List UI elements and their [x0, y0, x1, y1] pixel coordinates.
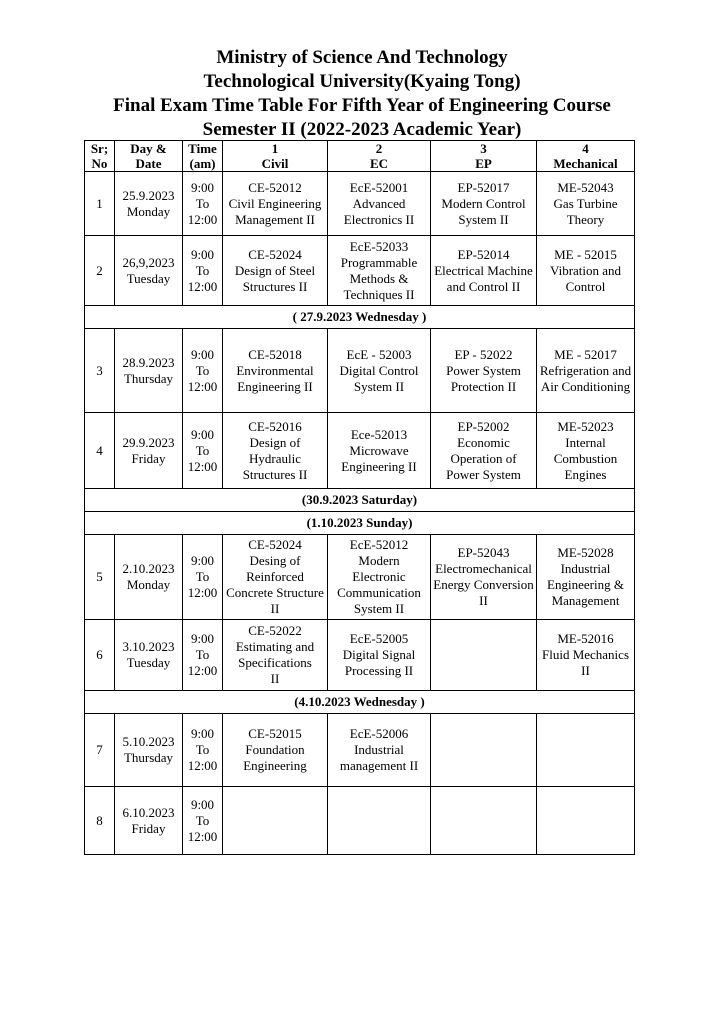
civil-subject-cell: CE-52012 Civil Engineering Management II [223, 172, 328, 236]
civil-subject-cell: CE-52016 Design of Hydraulic Structures II [223, 413, 328, 489]
sr-cell: 4 [85, 413, 115, 489]
date-cell: 5.10.2023 Thursday [115, 714, 183, 787]
table-row [85, 714, 635, 787]
holiday-row [85, 691, 635, 714]
holiday-row [85, 489, 635, 512]
ec-subject-cell: EcE-52006 Industrial management II [328, 714, 431, 787]
time-cell: 9:00 To 12:00 [183, 714, 223, 787]
date-cell: 2.10.2023 Monday [115, 535, 183, 620]
ep-subject-cell: EP - 52022 Power System Protection II [431, 329, 537, 413]
holiday-row [85, 306, 635, 329]
ec-subject-cell: EcE-52001 Advanced Electronics II [328, 172, 431, 236]
title-university: Technological University(Kyaing Tong) [203, 71, 521, 92]
table-row [85, 620, 635, 691]
table-row [85, 236, 635, 306]
time-cell: 9:00 To 12:00 [183, 413, 223, 489]
table-row [85, 787, 635, 855]
header-dept-mechanical: Mechanical [537, 156, 635, 172]
holiday-label: (4.10.2023 Wednesday ) [85, 691, 635, 714]
header-dept-number: 4 [537, 141, 635, 157]
ec-subject-cell [328, 787, 431, 855]
sr-cell: 3 [85, 329, 115, 413]
header-dept-number: 1 [223, 141, 328, 157]
header-day-date: Day & Date [115, 141, 183, 172]
ep-subject-cell [431, 714, 537, 787]
time-cell: 9:00 To 12:00 [183, 236, 223, 306]
ep-subject-cell [431, 787, 537, 855]
title-semester: Semester II (2022-2023 Academic Year) [202, 119, 522, 140]
time-cell: 9:00 To 12:00 [183, 329, 223, 413]
header-dept-ep: EP [431, 156, 537, 172]
sr-cell: 8 [85, 787, 115, 855]
time-cell: 9:00 To 12:00 [183, 787, 223, 855]
date-cell: 26,9,2023 Tuesday [115, 236, 183, 306]
sr-cell: 6 [85, 620, 115, 691]
date-cell: 25.9.2023 Monday [115, 172, 183, 236]
sr-cell: 5 [85, 535, 115, 620]
ep-subject-cell: EP-52014 Electrical Machine and Control II [431, 236, 537, 306]
holiday-label: (1.10.2023 Sunday) [85, 512, 635, 535]
civil-subject-cell: CE-52024 Design of Steel Structures II [223, 236, 328, 306]
ec-subject-cell: EcE-52005 Digital Signal Processing II [328, 620, 431, 691]
civil-subject-cell: CE-52022 Estimating and Specifications II [223, 620, 328, 691]
header-sr-no: Sr; No [85, 141, 115, 172]
mechanical-subject-cell: ME - 52017 Refrigeration and Air Conditioning [537, 329, 635, 413]
title-ministry: Ministry of Science And Technology [216, 47, 508, 68]
exam-timetable [84, 140, 635, 855]
title-timetable: Final Exam Time Table For Fifth Year of Engineering Course [113, 95, 611, 116]
table-row [85, 329, 635, 413]
civil-subject-cell: CE-52018 Environmental Engineering II [223, 329, 328, 413]
ec-subject-cell: EcE-52033 Programmable Methods & Techniques II [328, 236, 431, 306]
ep-subject-cell: EP-52017 Modern Control System II [431, 172, 537, 236]
header-dept-ec: EC [328, 156, 431, 172]
sr-cell: 1 [85, 172, 115, 236]
mechanical-subject-cell [537, 787, 635, 855]
holiday-row [85, 512, 635, 535]
document-title-block [0, 46, 724, 142]
date-cell: 3.10.2023 Tuesday [115, 620, 183, 691]
holiday-label: ( 27.9.2023 Wednesday ) [85, 306, 635, 329]
mechanical-subject-cell: ME-52016 Fluid Mechanics II [537, 620, 635, 691]
table-row [85, 413, 635, 489]
ep-subject-cell: EP-52002 Economic Operation of Power System [431, 413, 537, 489]
ec-subject-cell: EcE-52012 Modern Electronic Communication System II [328, 535, 431, 620]
header-dept-number: 3 [431, 141, 537, 157]
ep-subject-cell [431, 620, 537, 691]
mechanical-subject-cell [537, 714, 635, 787]
header-time: Time (am) [183, 141, 223, 172]
time-cell: 9:00 To 12:00 [183, 172, 223, 236]
date-cell: 28.9.2023 Thursday [115, 329, 183, 413]
mechanical-subject-cell: ME-52028 Industrial Engineering & Management [537, 535, 635, 620]
header-dept-number: 2 [328, 141, 431, 157]
sr-cell: 2 [85, 236, 115, 306]
table-row [85, 172, 635, 236]
time-cell: 9:00 To 12:00 [183, 535, 223, 620]
mechanical-subject-cell: ME-52023 Internal Combustion Engines [537, 413, 635, 489]
ec-subject-cell: EcE - 52003 Digital Control System II [328, 329, 431, 413]
ep-subject-cell: EP-52043 Electromechanical Energy Conversion II [431, 535, 537, 620]
time-cell: 9:00 To 12:00 [183, 620, 223, 691]
civil-subject-cell: CE-52015 Foundation Engineering [223, 714, 328, 787]
header-dept-civil: Civil [223, 156, 328, 172]
civil-subject-cell [223, 787, 328, 855]
table-row [85, 535, 635, 620]
ec-subject-cell: Ece-52013 Microwave Engineering II [328, 413, 431, 489]
date-cell: 29.9.2023 Friday [115, 413, 183, 489]
civil-subject-cell: CE-52024 Desing of Reinforced Concrete Structure II [223, 535, 328, 620]
mechanical-subject-cell: ME - 52015 Vibration and Control [537, 236, 635, 306]
mechanical-subject-cell: ME-52043 Gas Turbine Theory [537, 172, 635, 236]
holiday-label: (30.9.2023 Saturday) [85, 489, 635, 512]
sr-cell: 7 [85, 714, 115, 787]
date-cell: 6.10.2023 Friday [115, 787, 183, 855]
